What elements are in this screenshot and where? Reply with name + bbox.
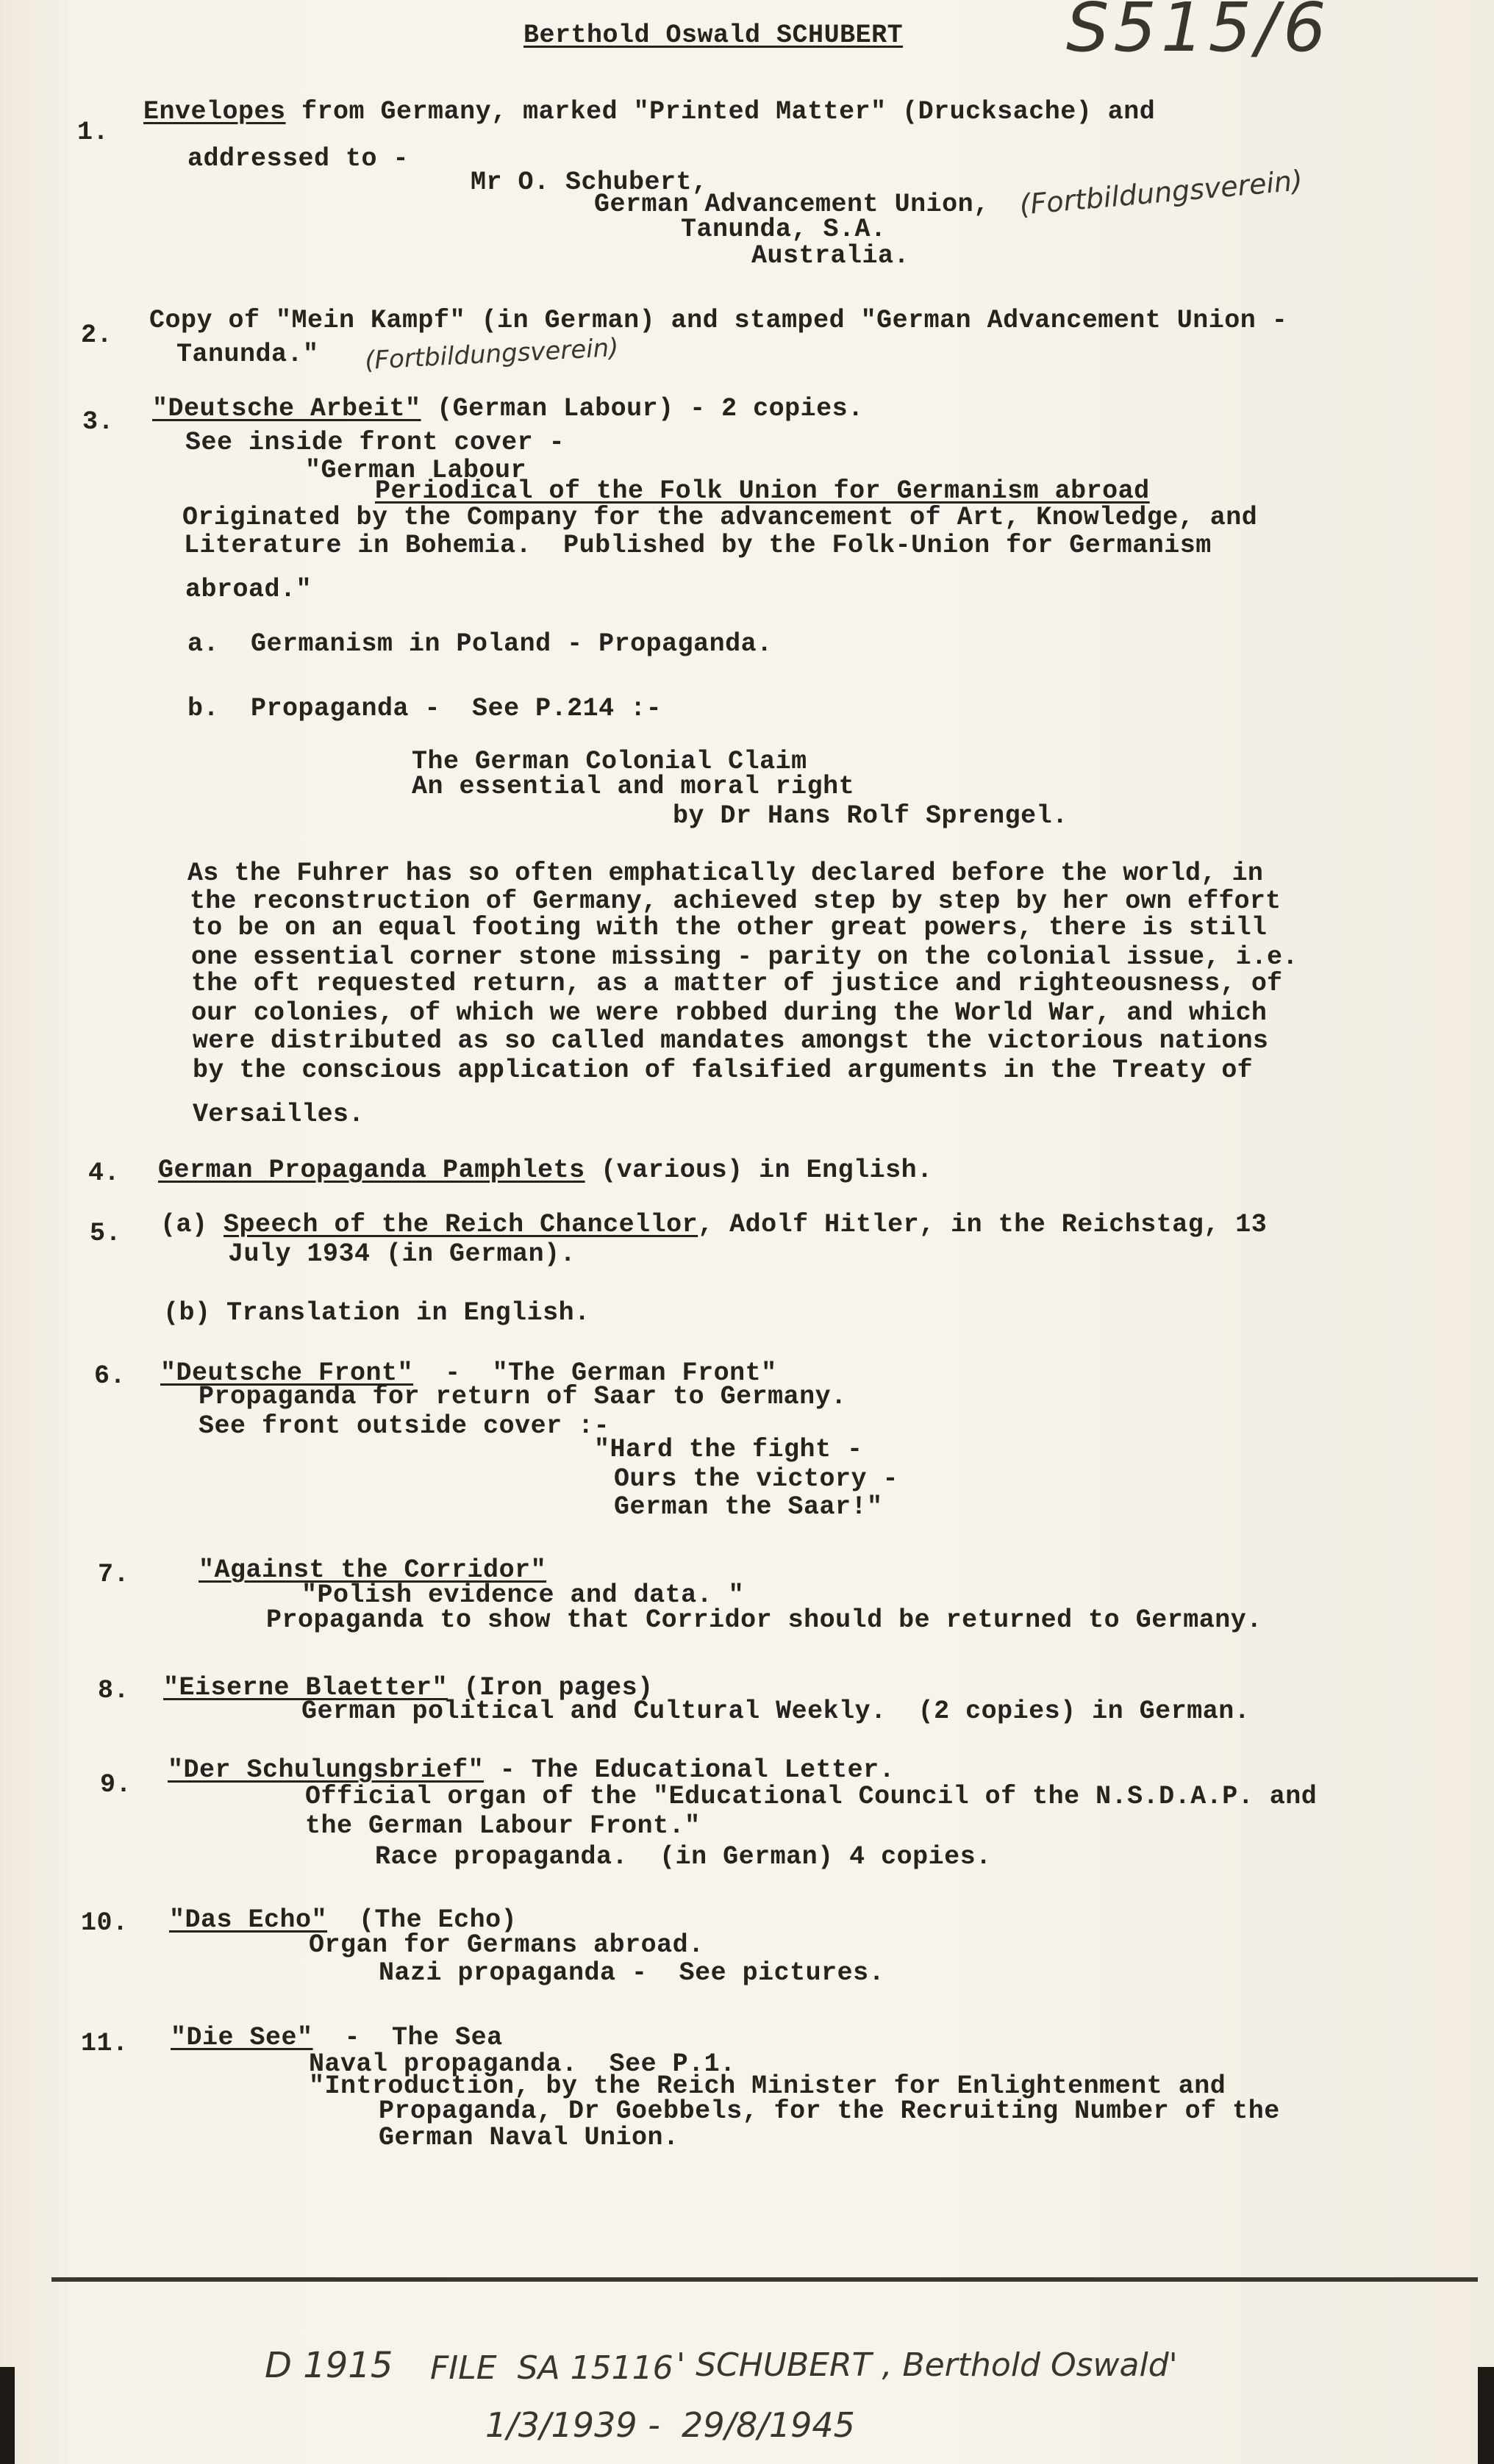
item-2-line-1: Copy of "Mein Kampf" (in German) and stamped "German Advancement Union - — [149, 306, 1288, 335]
item-1-line-1 — [143, 97, 1155, 126]
item-7-title: "Against the Corridor" — [199, 1555, 547, 1585]
quote-line-1: As the Fuhrer has so often emphatically declared before the world, in — [187, 859, 1264, 888]
address-line-4: Australia. — [751, 241, 910, 271]
item-9-rest: - The Educational Letter. — [484, 1755, 896, 1785]
item-5-line-a2: July 1934 (in German). — [228, 1239, 576, 1269]
item-5-line-a — [160, 1210, 1267, 1239]
item-6-rest: - "The German Front" — [413, 1358, 777, 1388]
item-11-number: 11. — [81, 2029, 129, 2058]
item-5-line-b: (b) Translation in English. — [163, 1298, 590, 1328]
item-3-line-5: Originated by the Company for the advancement of Art, Knowledge, and — [182, 503, 1258, 532]
address-line-3: Tanunda, S.A. — [681, 215, 887, 244]
item-6-quote-1: "Hard the fight - — [594, 1435, 863, 1464]
item-6-quote-3: German the Saar!" — [614, 1492, 883, 1522]
item-6-quote-2: Ours the victory - — [614, 1464, 899, 1494]
item-3-line-4: Periodical of the Folk Union for Germanism abroad — [375, 476, 1150, 506]
item-3-line-3: "German Labour — [305, 456, 527, 485]
item-6-title: "Deutsche Front" — [160, 1358, 414, 1388]
document-title: Berthold Oswald SCHUBERT — [523, 21, 904, 50]
item-6-line-3: See front outside cover :- — [199, 1411, 610, 1441]
item-11-line-1 — [171, 2023, 503, 2052]
item-3-line-7: abroad." — [185, 575, 312, 604]
footer-dates: 1/3/1939 - 29/8/1945 — [485, 2405, 855, 2445]
footer-file: FILE SA 15116 — [430, 2349, 673, 2387]
item-2-number: 2. — [81, 320, 113, 350]
item-5-a-prefix: (a) — [160, 1210, 224, 1239]
handwritten-file-number: S515/6 — [1066, 0, 1331, 67]
item-4-number: 4. — [88, 1158, 121, 1188]
item-7-number: 7. — [98, 1560, 130, 1589]
item-3-title: "Deutsche Arbeit" — [152, 394, 421, 423]
article-subtitle: An essential and moral right — [412, 772, 855, 801]
item-7-line-2: "Polish evidence and data. " — [301, 1580, 745, 1610]
item-5-a-title: Speech of the Reich Chancellor — [224, 1210, 698, 1239]
item-3-number: 3. — [82, 407, 115, 437]
address-line-1: Mr O. Schubert, — [471, 168, 708, 197]
item-9-line-1 — [168, 1755, 895, 1785]
quote-line-7: were distributed as so called mandates amongst the victorious nations — [193, 1026, 1269, 1056]
address-line-2: German Advancement Union, — [594, 190, 990, 219]
item-8-title: "Eiserne Blaetter" — [163, 1673, 448, 1702]
right-margin-mark — [1478, 2367, 1494, 2464]
quote-line-3: to be on an equal footing with the other great powers, there is still — [191, 913, 1268, 942]
quote-line-2: the reconstruction of Germany, achieved step by step by her own effort — [190, 887, 1282, 916]
quote-line-6: our colonies, of which we were robbed during the World War, and which — [191, 998, 1268, 1028]
footer-reference: D 1915 — [265, 2345, 393, 2386]
item-4-rest: (various) in English. — [585, 1156, 933, 1185]
item-3-line-2: See inside front cover - — [185, 428, 565, 457]
item-9-line-2: Official organ of the "Educational Council of the N.S.D.A.P. and — [305, 1782, 1318, 1811]
footer-name: ' SCHUBERT , Berthold Oswald' — [676, 2346, 1178, 2384]
item-3-sub-b: b. Propaganda - See P.214 :- — [187, 694, 662, 723]
quote-line-8: by the conscious application of falsified arguments in the Treaty of — [193, 1056, 1253, 1085]
item-3-line-1 — [152, 394, 864, 423]
item-3-sub-a: a. Germanism in Poland - Propaganda. — [187, 629, 773, 659]
item-9-number: 9. — [100, 1770, 132, 1799]
item-5-number: 5. — [90, 1219, 122, 1248]
handwritten-note-1: (Fortbildungsverein) — [1018, 164, 1304, 221]
item-6-number: 6. — [94, 1361, 126, 1391]
item-2-line-2: Tanunda." — [176, 340, 319, 369]
item-6-line-2: Propaganda for return of Saar to Germany. — [199, 1382, 847, 1411]
bottom-divider — [51, 2277, 1478, 2282]
item-4-title: German Propaganda Pamphlets — [158, 1156, 585, 1185]
item-10-line-3: Nazi propaganda - See pictures. — [379, 1958, 885, 1988]
item-11-line-3: "Introduction, by the Reich Minister for Enlightenment and — [309, 2071, 1226, 2101]
item-11-line-2: Naval propaganda. See P.1. — [309, 2049, 736, 2079]
item-3-title-rest: (German Labour) - 2 copies. — [421, 394, 864, 423]
quote-line-5: the oft requested return, as a matter of justice and righteousness, of — [191, 969, 1283, 998]
item-1-title: Envelopes — [143, 97, 286, 126]
handwritten-note-2: (Fortbildungsverein) — [364, 332, 620, 376]
item-10-number: 10. — [81, 1908, 129, 1938]
quote-line-9: Versailles. — [193, 1100, 365, 1129]
item-4-line — [158, 1156, 933, 1185]
item-10-line-2: Organ for Germans abroad. — [309, 1930, 704, 1960]
item-10-rest: (The Echo) — [327, 1905, 518, 1935]
item-10-title: "Das Echo" — [169, 1905, 328, 1935]
item-5-a-rest: , Adolf Hitler, in the Reichstag, 13 — [698, 1210, 1268, 1239]
item-8-number: 8. — [98, 1676, 130, 1705]
item-1-line-1-rest: from Germany, marked "Printed Matter" (Drucksache) and — [285, 97, 1156, 126]
quote-line-4: one essential corner stone missing - parity on the colonial issue, i.e. — [191, 942, 1298, 972]
item-11-title: "Die See" — [171, 2023, 313, 2052]
article-author: by Dr Hans Rolf Sprengel. — [673, 801, 1068, 831]
item-11-line-4: Propaganda, Dr Goebbels, for the Recruiting Number of the — [379, 2096, 1280, 2126]
left-margin-mark — [0, 2367, 15, 2464]
item-8-line-2: German political and Cultural Weekly. (2 copies) in German. — [301, 1697, 1251, 1726]
item-9-line-4: Race propaganda. (in German) 4 copies. — [375, 1842, 992, 1872]
item-8-rest: (Iron pages) — [448, 1673, 654, 1702]
item-1-number: 1. — [77, 118, 110, 147]
item-11-line-5: German Naval Union. — [379, 2123, 679, 2152]
article-title: The German Colonial Claim — [412, 747, 807, 776]
item-1-line-2: addressed to - — [187, 144, 410, 173]
item-7-line-3: Propaganda to show that Corridor should be returned to Germany. — [266, 1605, 1262, 1635]
item-11-rest: - The Sea — [312, 2023, 503, 2052]
item-9-line-3: the German Labour Front." — [305, 1811, 701, 1841]
item-9-title: "Der Schulungsbrief" — [168, 1755, 485, 1785]
item-3-line-6: Literature in Bohemia. Published by the Folk-Union for Germanism — [184, 531, 1212, 560]
